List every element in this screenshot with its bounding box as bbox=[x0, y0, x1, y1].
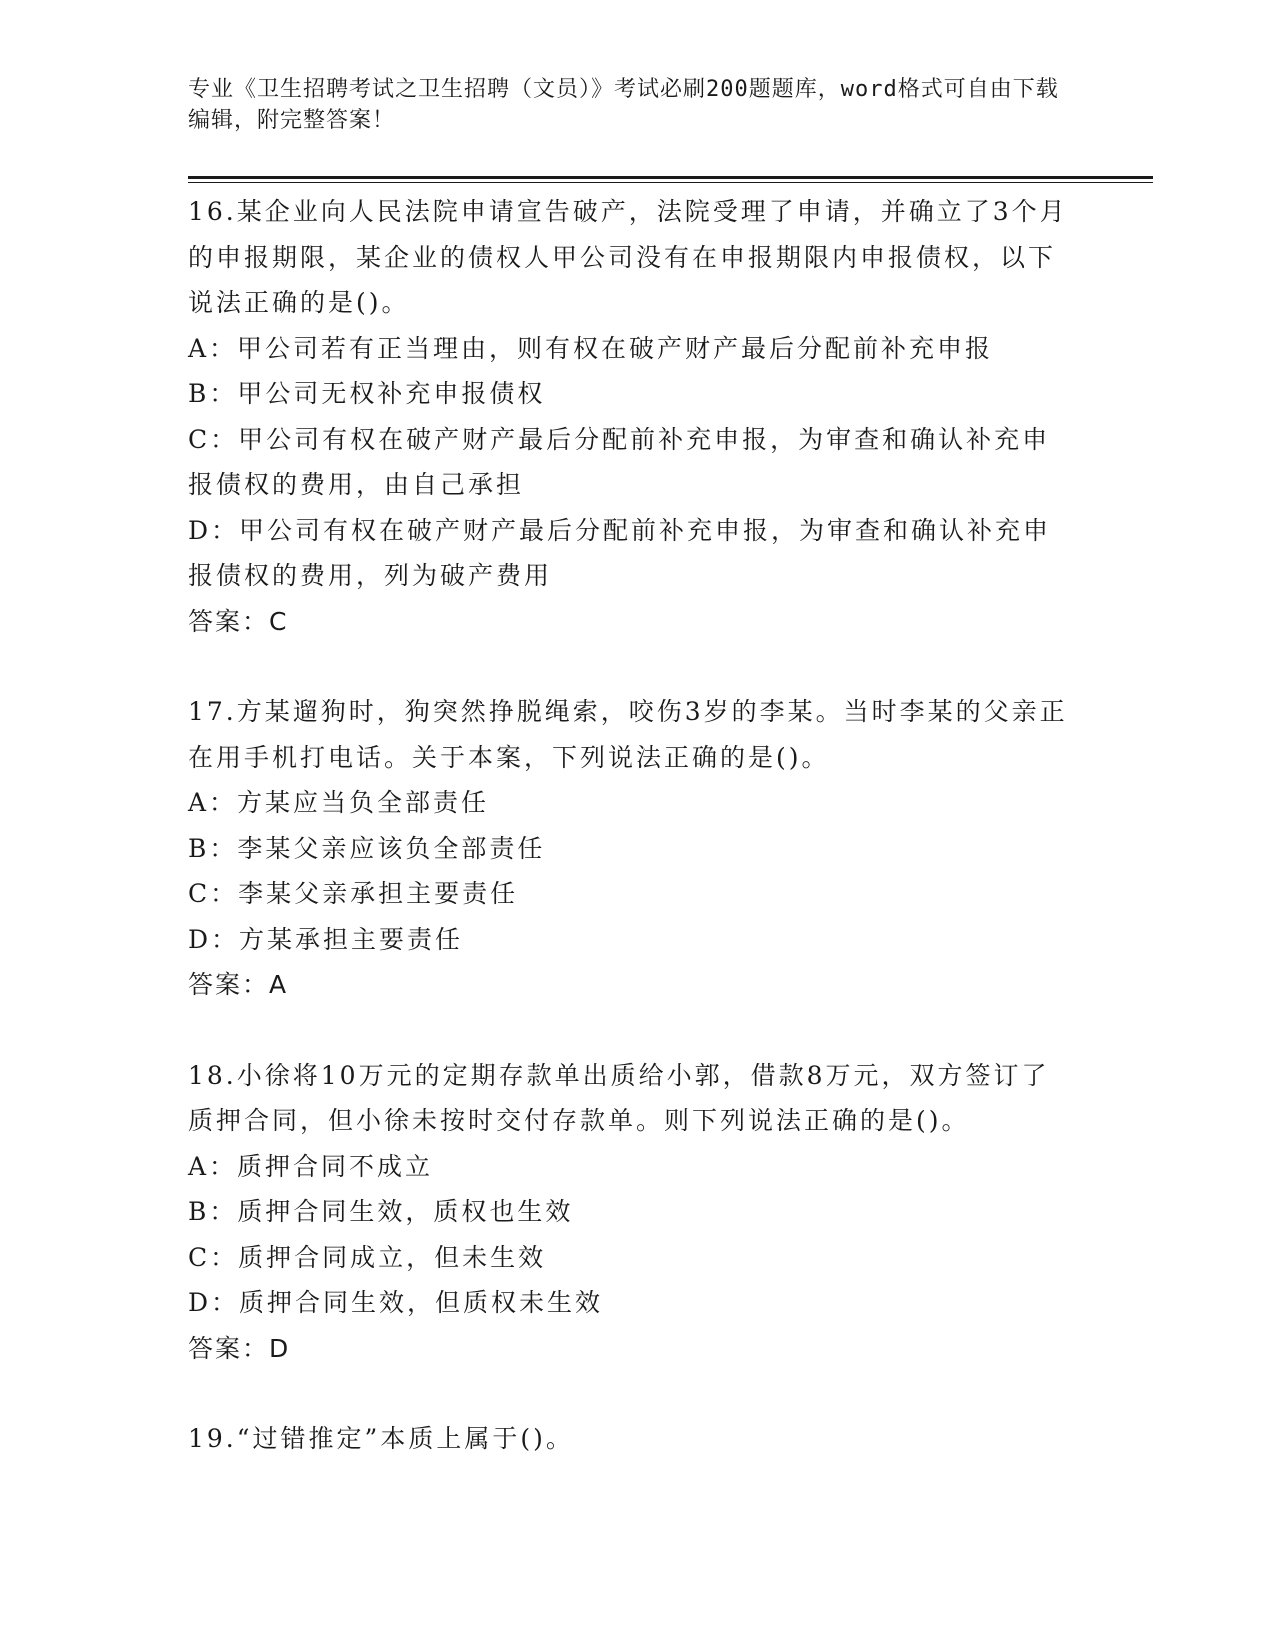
question-17 bbox=[188, 689, 1068, 1008]
option-d: D：方某承担主要责任 bbox=[188, 924, 464, 954]
question-16 bbox=[188, 189, 1068, 644]
option-d: D：质押合同生效，但质权未生效 bbox=[188, 1288, 604, 1317]
document-header: 专业《卫生招聘考试之卫生招聘（文员）》考试必刷200题题库，word格式可自由下载编辑，附完整答案！ bbox=[188, 77, 1059, 133]
question-19 bbox=[188, 1416, 1068, 1462]
question-list bbox=[188, 189, 1068, 1507]
option-d: D：甲公司有权在破产财产最后分配前补充申报，为审查和确认补充申报债权的费用，列为破产费用 bbox=[188, 515, 1052, 590]
header-divider-thick bbox=[188, 176, 1153, 179]
question-18 bbox=[188, 1053, 1068, 1372]
option-c: C：质押合同成立，但未生效 bbox=[188, 1242, 547, 1272]
option-b: B：李某父亲应该负全部责任 bbox=[188, 833, 546, 863]
option-b: B：质押合同生效，质权也生效 bbox=[188, 1197, 574, 1226]
answer-line: 答案：D bbox=[188, 1333, 291, 1363]
option-c: C：李某父亲承担主要责任 bbox=[188, 879, 519, 908]
question-stem: 18.小徐将10万元的定期存款单出质给小郭，借款8万元，双方签订了质押合同，但小徐未按时交付存款单。则下列说法正确的是()。 bbox=[188, 1060, 1050, 1135]
option-c: C：甲公司有权在破产财产最后分配前补充申报，为审查和确认补充申报债权的费用，由自己承担 bbox=[188, 424, 1051, 499]
option-a: A：甲公司若有正当理由，则有权在破产财产最后分配前补充申报 bbox=[188, 333, 994, 363]
answer-line: 答案：C bbox=[188, 606, 289, 636]
header-divider-thin bbox=[188, 182, 1153, 183]
option-a: A：方某应当负全部责任 bbox=[188, 788, 490, 817]
option-b: B：甲公司无权补充申报债权 bbox=[188, 379, 546, 408]
answer-line: 答案：A bbox=[188, 970, 289, 999]
option-a: A：质押合同不成立 bbox=[188, 1151, 434, 1181]
question-stem: 16.某企业向人民法院申请宣告破产，法院受理了申请，并确立了3个月的申报期限，某企业的债权人甲公司没有在申报期限内申报债权，以下说法正确的是()。 bbox=[188, 197, 1068, 317]
question-stem: 17.方某遛狗时，狗突然挣脱绳索，咬伤3岁的李某。当时李某的父亲正在用手机打电话。关于本案，下列说法正确的是()。 bbox=[188, 697, 1068, 772]
question-stem: 19.“过错推定”本质上属于()。 bbox=[188, 1424, 574, 1453]
